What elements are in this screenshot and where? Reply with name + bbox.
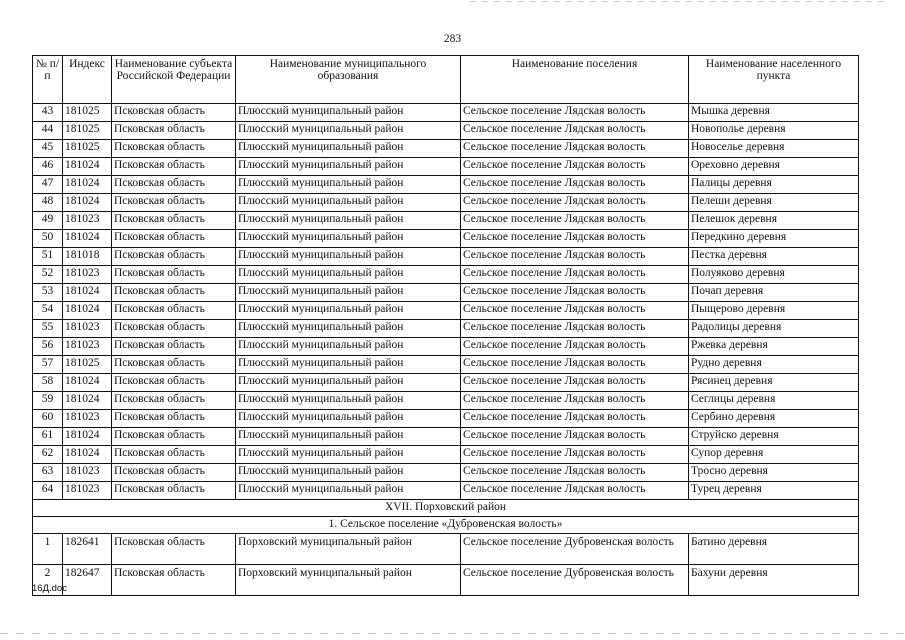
cell-subject: Псковская область <box>112 194 236 212</box>
cell-settlement: Сельское поселение Дубровенская волость <box>461 534 689 565</box>
cell-number: 62 <box>33 446 63 464</box>
cell-locality: Сеглицы деревня <box>689 392 859 410</box>
cell-settlement: Сельское поселение Лядская волость <box>461 266 689 284</box>
table-row <box>33 446 859 464</box>
cell-subject: Псковская область <box>112 158 236 176</box>
table-row <box>33 158 859 176</box>
cell-locality: Рясинец деревня <box>689 374 859 392</box>
cell-settlement: Сельское поселение Лядская волость <box>461 482 689 500</box>
table-row <box>33 230 859 248</box>
cell-settlement: Сельское поселение Лядская волость <box>461 248 689 266</box>
cell-index: 181023 <box>63 212 112 230</box>
cell-locality: Пелешок деревня <box>689 212 859 230</box>
section-title: XVII. Порховский район <box>33 500 859 517</box>
table-row <box>33 428 859 446</box>
cell-settlement: Сельское поселение Лядская волость <box>461 446 689 464</box>
table-row <box>33 194 859 212</box>
cell-municipality: Плюсский муниципальный район <box>236 176 461 194</box>
cell-locality: Палицы деревня <box>689 176 859 194</box>
cell-municipality: Плюсский муниципальный район <box>236 446 461 464</box>
cell-number: 64 <box>33 482 63 500</box>
cell-locality: Рудно деревня <box>689 356 859 374</box>
scan-edge-top <box>470 1 890 2</box>
cell-subject: Псковская область <box>112 356 236 374</box>
cell-subject: Псковская область <box>112 374 236 392</box>
cell-index: 181023 <box>63 338 112 356</box>
scan-edge-bottom <box>0 633 905 634</box>
cell-subject: Псковская область <box>112 565 236 596</box>
table-row <box>33 122 859 140</box>
cell-settlement: Сельское поселение Лядская волость <box>461 320 689 338</box>
cell-number: 60 <box>33 410 63 428</box>
cell-municipality: Плюсский муниципальный район <box>236 248 461 266</box>
cell-number: 53 <box>33 284 63 302</box>
cell-municipality: Плюсский муниципальный район <box>236 140 461 158</box>
cell-index: 181024 <box>63 374 112 392</box>
cell-municipality: Плюсский муниципальный район <box>236 266 461 284</box>
cell-municipality: Плюсский муниципальный район <box>236 464 461 482</box>
cell-settlement: Сельское поселение Лядская волость <box>461 428 689 446</box>
cell-index: 181024 <box>63 392 112 410</box>
cell-subject: Псковская область <box>112 464 236 482</box>
cell-settlement: Сельское поселение Лядская волость <box>461 302 689 320</box>
cell-municipality: Плюсский муниципальный район <box>236 194 461 212</box>
cell-index: 181024 <box>63 428 112 446</box>
table-row <box>33 302 859 320</box>
table-row <box>33 482 859 500</box>
cell-index: 181018 <box>63 248 112 266</box>
cell-settlement: Сельское поселение Лядская волость <box>461 284 689 302</box>
cell-municipality: Плюсский муниципальный район <box>236 104 461 122</box>
table-row <box>33 284 859 302</box>
cell-subject: Псковская область <box>112 428 236 446</box>
table-row <box>33 212 859 230</box>
header-subject: Наименование субъекта Российской Федерации <box>112 56 236 104</box>
table-row <box>33 356 859 374</box>
cell-municipality: Плюсский муниципальный район <box>236 356 461 374</box>
table-row <box>33 565 859 596</box>
cell-settlement: Сельское поселение Лядская волость <box>461 392 689 410</box>
cell-subject: Псковская область <box>112 534 236 565</box>
cell-locality: Радолицы деревня <box>689 320 859 338</box>
cell-index: 181024 <box>63 230 112 248</box>
cell-locality: Пелеши деревня <box>689 194 859 212</box>
cell-index: 181025 <box>63 356 112 374</box>
cell-locality: Ореховно деревня <box>689 158 859 176</box>
cell-subject: Псковская область <box>112 302 236 320</box>
cell-locality: Новополье деревня <box>689 122 859 140</box>
cell-index: 181025 <box>63 122 112 140</box>
header-municipality: Наименование муниципального образования <box>236 56 461 104</box>
cell-number: 1 <box>33 534 63 565</box>
cell-number: 2 <box>33 565 63 596</box>
section-title-row <box>33 500 859 517</box>
cell-number: 50 <box>33 230 63 248</box>
cell-number: 57 <box>33 356 63 374</box>
cell-settlement: Сельское поселение Лядская волость <box>461 158 689 176</box>
cell-number: 48 <box>33 194 63 212</box>
cell-settlement: Сельское поселение Лядская волость <box>461 338 689 356</box>
cell-settlement: Сельское поселение Лядская волость <box>461 212 689 230</box>
header-settlement: Наименование поселения <box>461 56 689 104</box>
cell-number: 51 <box>33 248 63 266</box>
cell-settlement: Сельское поселение Лядская волость <box>461 410 689 428</box>
cell-number: 44 <box>33 122 63 140</box>
cell-index: 181024 <box>63 284 112 302</box>
cell-settlement: Сельское поселение Лядская волость <box>461 356 689 374</box>
cell-number: 43 <box>33 104 63 122</box>
table-row <box>33 338 859 356</box>
cell-number: 47 <box>33 176 63 194</box>
cell-locality: Сербино деревня <box>689 410 859 428</box>
table-body <box>33 104 859 596</box>
cell-locality: Почап деревня <box>689 284 859 302</box>
cell-index: 181024 <box>63 176 112 194</box>
header-number: № п/п <box>33 56 63 104</box>
cell-number: 56 <box>33 338 63 356</box>
cell-municipality: Плюсский муниципальный район <box>236 338 461 356</box>
table-row <box>33 410 859 428</box>
cell-index: 181023 <box>63 410 112 428</box>
cell-number: 55 <box>33 320 63 338</box>
cell-number: 45 <box>33 140 63 158</box>
cell-locality: Ржевка деревня <box>689 338 859 356</box>
cell-index: 182641 <box>63 534 112 565</box>
cell-settlement: Сельское поселение Лядская волость <box>461 464 689 482</box>
cell-municipality: Порховский муниципальный район <box>236 565 461 596</box>
table-row <box>33 104 859 122</box>
cell-locality: Батино деревня <box>689 534 859 565</box>
cell-number: 46 <box>33 158 63 176</box>
table-row <box>33 464 859 482</box>
cell-index: 181024 <box>63 446 112 464</box>
cell-number: 59 <box>33 392 63 410</box>
cell-number: 52 <box>33 266 63 284</box>
cell-number: 49 <box>33 212 63 230</box>
cell-subject: Псковская область <box>112 338 236 356</box>
cell-subject: Псковская область <box>112 446 236 464</box>
cell-municipality: Плюсский муниципальный район <box>236 302 461 320</box>
page-number: 283 <box>443 33 462 45</box>
cell-subject: Псковская область <box>112 248 236 266</box>
cell-subject: Псковская область <box>112 482 236 500</box>
cell-subject: Псковская область <box>112 410 236 428</box>
cell-number: 58 <box>33 374 63 392</box>
cell-index: 181024 <box>63 158 112 176</box>
cell-municipality: Порховский муниципальный район <box>236 534 461 565</box>
cell-locality: Пестка деревня <box>689 248 859 266</box>
cell-subject: Псковская область <box>112 266 236 284</box>
cell-locality: Передкино деревня <box>689 230 859 248</box>
cell-locality: Тросно деревня <box>689 464 859 482</box>
cell-index: 182647 <box>63 565 112 596</box>
cell-locality: Струйско деревня <box>689 428 859 446</box>
cell-index: 181023 <box>63 482 112 500</box>
cell-locality: Полуяково деревня <box>689 266 859 284</box>
cell-subject: Псковская область <box>112 230 236 248</box>
table-row <box>33 176 859 194</box>
subsection-title: 1. Сельское поселение «Дубровенская волость» <box>33 517 859 534</box>
cell-municipality: Плюсский муниципальный район <box>236 374 461 392</box>
cell-number: 61 <box>33 428 63 446</box>
cell-subject: Псковская область <box>112 122 236 140</box>
cell-index: 181025 <box>63 140 112 158</box>
cell-index: 181024 <box>63 194 112 212</box>
cell-subject: Псковская область <box>112 320 236 338</box>
table-row <box>33 248 859 266</box>
cell-subject: Псковская область <box>112 140 236 158</box>
cell-subject: Псковская область <box>112 284 236 302</box>
cell-settlement: Сельское поселение Лядская волость <box>461 104 689 122</box>
cell-number: 54 <box>33 302 63 320</box>
cell-settlement: Сельское поселение Лядская волость <box>461 140 689 158</box>
table-row <box>33 266 859 284</box>
header-locality: Наименование населенного пункта <box>689 56 859 104</box>
cell-municipality: Плюсский муниципальный район <box>236 212 461 230</box>
cell-municipality: Плюсский муниципальный район <box>236 482 461 500</box>
header-row <box>33 56 859 104</box>
cell-municipality: Плюсский муниципальный район <box>236 428 461 446</box>
cell-locality: Бахуни деревня <box>689 565 859 596</box>
cell-settlement: Сельское поселение Лядская волость <box>461 194 689 212</box>
cell-index: 181023 <box>63 464 112 482</box>
table-row <box>33 534 859 565</box>
table-row <box>33 374 859 392</box>
cell-index: 181023 <box>63 266 112 284</box>
cell-settlement: Сельское поселение Лядская волость <box>461 230 689 248</box>
header-index: Индекс <box>63 56 112 104</box>
table-header <box>33 56 859 104</box>
subsection-title-row <box>33 517 859 534</box>
cell-number: 63 <box>33 464 63 482</box>
cell-subject: Псковская область <box>112 212 236 230</box>
cell-settlement: Сельское поселение Лядская волость <box>461 176 689 194</box>
cell-locality: Новоселье деревня <box>689 140 859 158</box>
cell-index: 181025 <box>63 104 112 122</box>
cell-index: 181023 <box>63 320 112 338</box>
cell-locality: Мышка деревня <box>689 104 859 122</box>
cell-subject: Псковская область <box>112 176 236 194</box>
cell-settlement: Сельское поселение Лядская волость <box>461 122 689 140</box>
cell-municipality: Плюсский муниципальный район <box>236 158 461 176</box>
cell-locality: Супор деревня <box>689 446 859 464</box>
cell-municipality: Плюсский муниципальный район <box>236 284 461 302</box>
cell-index: 181024 <box>63 302 112 320</box>
cell-locality: Пыщерово деревня <box>689 302 859 320</box>
cell-locality: Турец деревня <box>689 482 859 500</box>
table-row <box>33 320 859 338</box>
cell-municipality: Плюсский муниципальный район <box>236 320 461 338</box>
cell-subject: Псковская область <box>112 392 236 410</box>
cell-municipality: Плюсский муниципальный район <box>236 122 461 140</box>
cell-municipality: Плюсский муниципальный район <box>236 230 461 248</box>
footer-doc-name: 16Д.doc <box>32 583 67 594</box>
table-row <box>33 392 859 410</box>
cell-settlement: Сельское поселение Лядская волость <box>461 374 689 392</box>
cell-settlement: Сельское поселение Дубровенская волость <box>461 565 689 596</box>
table-row <box>33 140 859 158</box>
cell-municipality: Плюсский муниципальный район <box>236 392 461 410</box>
settlements-table <box>32 55 859 596</box>
cell-municipality: Плюсский муниципальный район <box>236 410 461 428</box>
cell-subject: Псковская область <box>112 104 236 122</box>
